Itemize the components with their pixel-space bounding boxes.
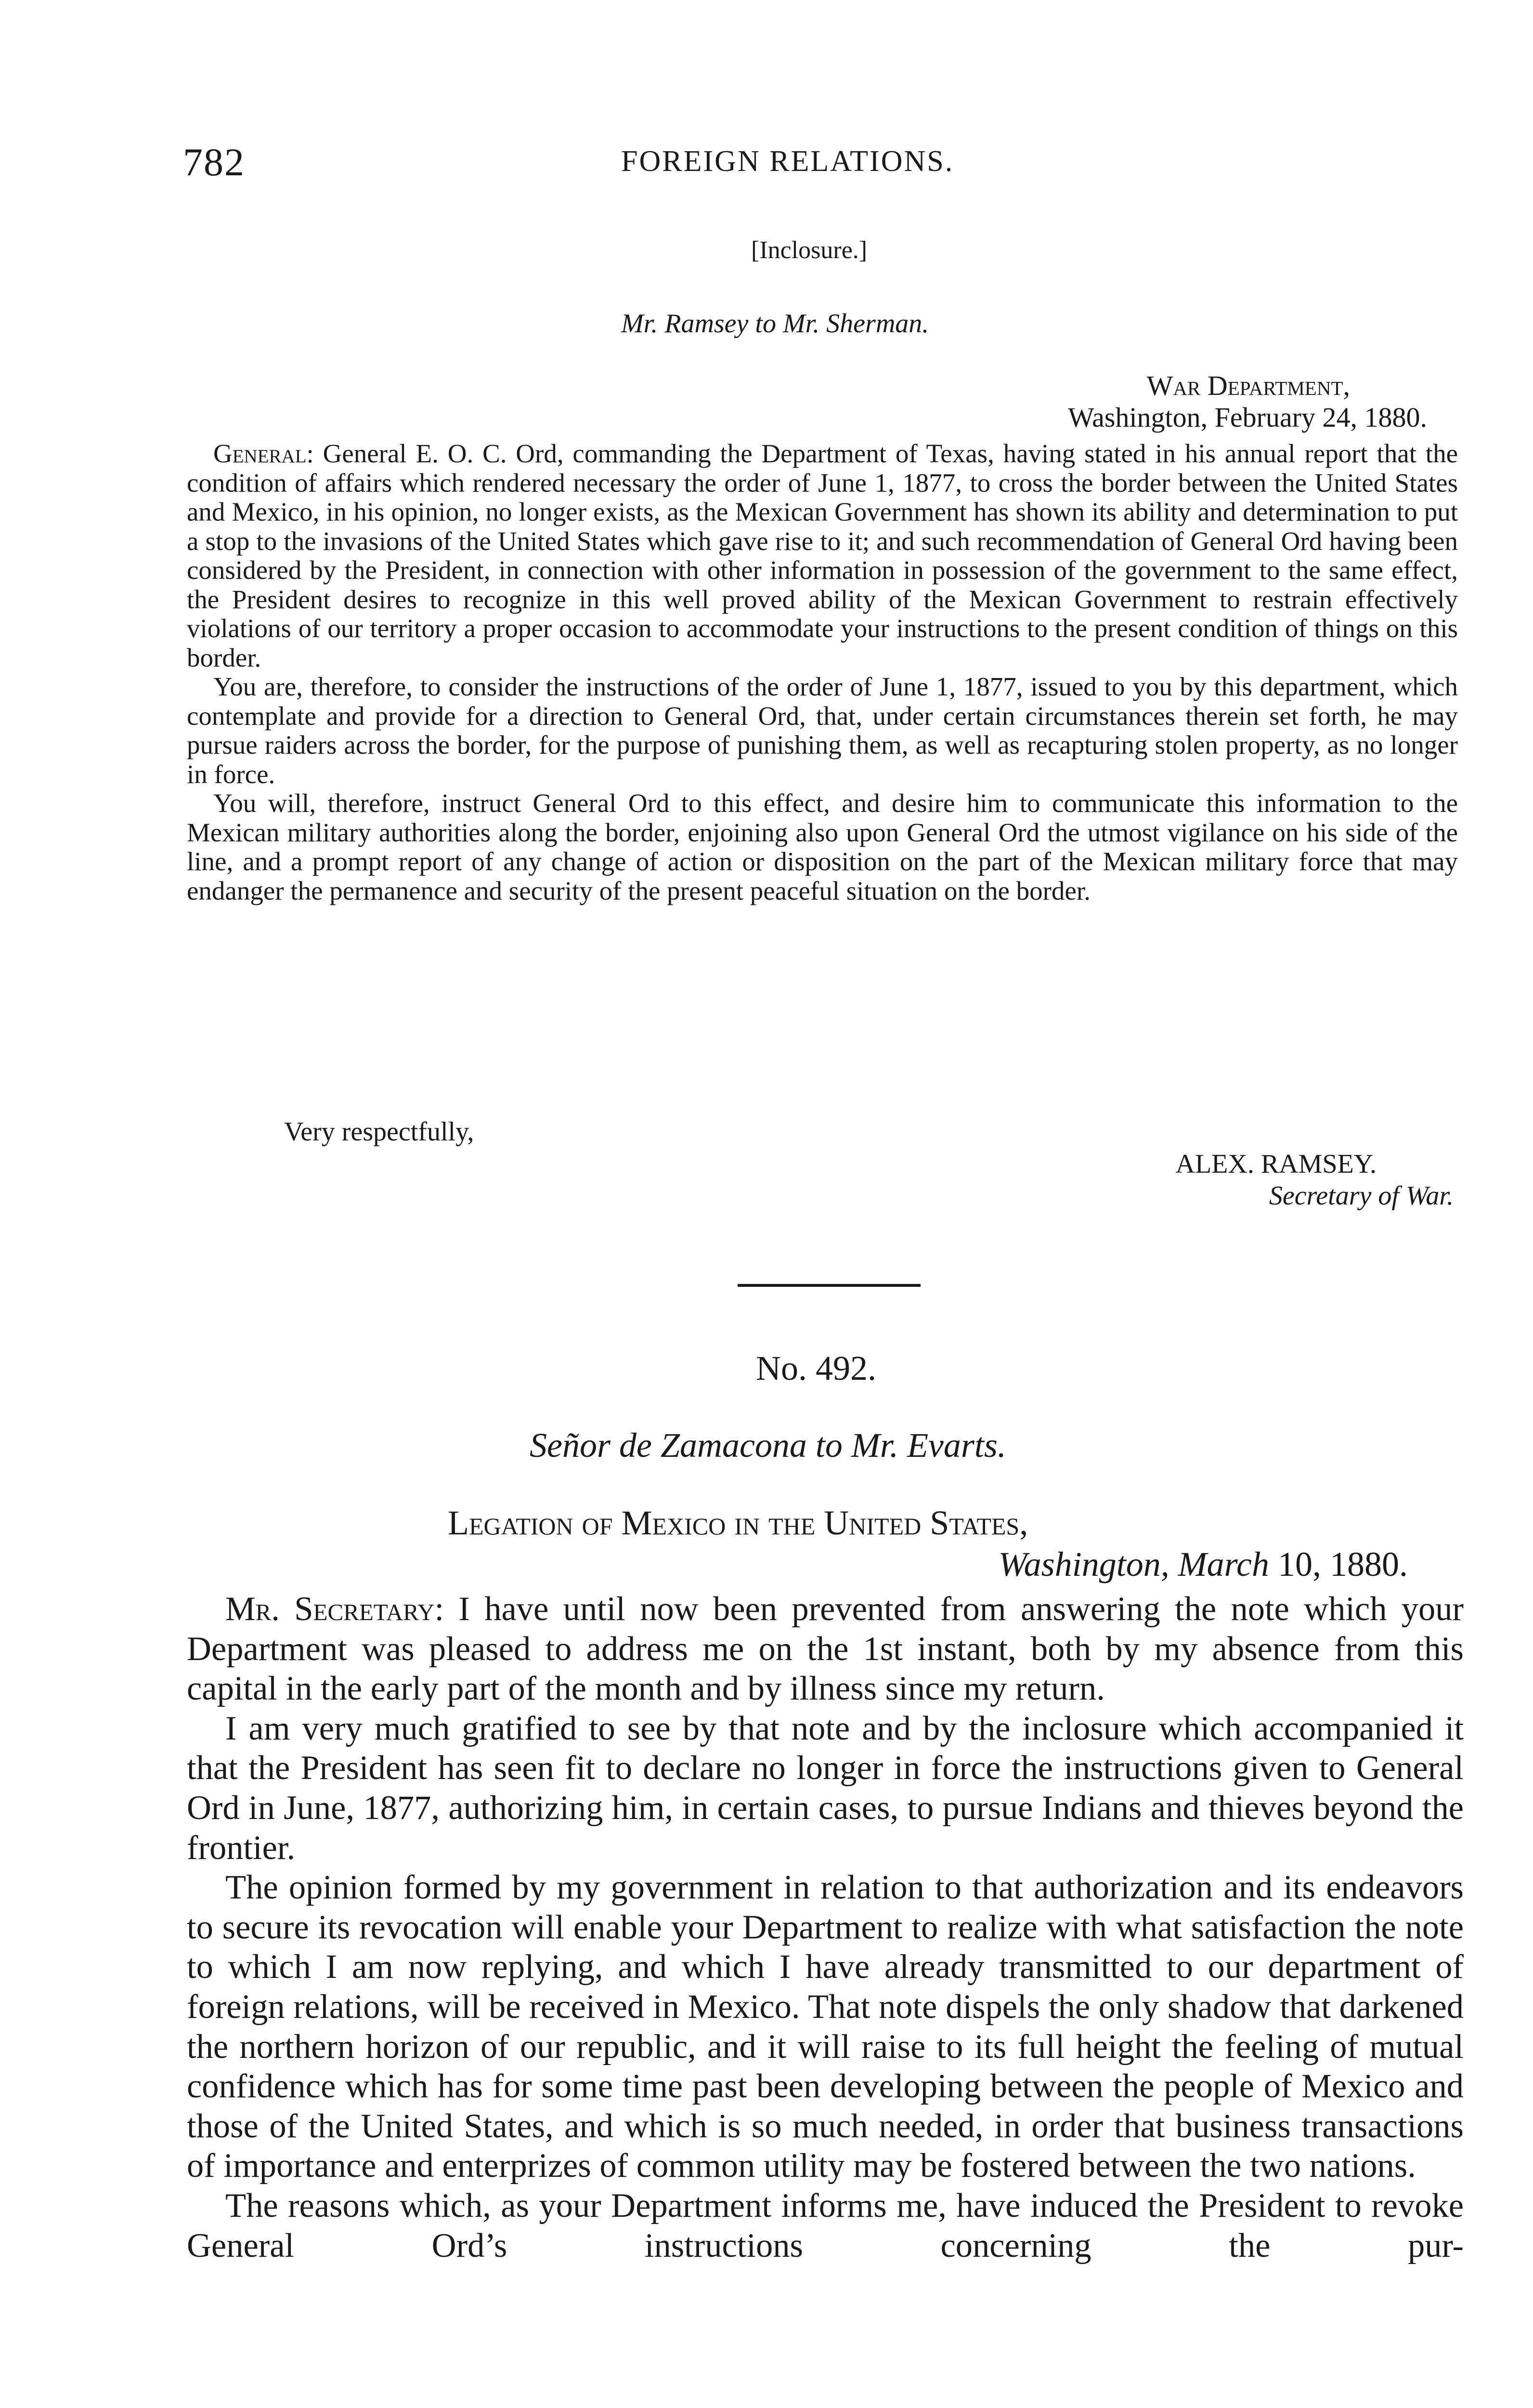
document-dateline-day-year: 10, 1880. — [1278, 1545, 1408, 1584]
inclosure-signer: ALEX. RAMSEY. — [1175, 1149, 1377, 1179]
document-salutation: Mr. Secretary: — [225, 1590, 444, 1628]
inclosure-body — [187, 439, 1458, 905]
inclosure-paragraph: You will, therefore, instruct General Ord to this effect, and desire him to communicate this information to the Mexican military authorities along the border, enjoining also upon General Ord the utmost vigilance on his side of the line, and a prompt report of any change of action or disposition on the part of the Mexican military force that may endanger the permanence and security of the present peaceful situation on the border. — [187, 788, 1458, 905]
document-dateline-date — [998, 1544, 1408, 1584]
document-paragraph: The reasons which, as your Department informs me, have induced the President to revoke General Ord’s instructions concerning the pur- — [187, 2186, 1464, 2264]
inclosure-paragraph-text: General E. O. C. Ord, commanding the Department of Texas, having stated in his annual report that the condition of affairs which rendered necessary the order of June 1, 1877, to cross the border between the United States and Mexico, in his opinion, no longer exists, as the Mexican Government has shown its ability and determination to put a stop to the invasions of the United States which gave rise to it; and such recommendation of General Ord having been considered by the President, in connection with other information in possession of the government to the same effect, the President desires to recognize in this well proved ability of the Mexican Government to restrain effectively violations of our territory a proper occasion to accommodate your instructions to the present condition of things on this border. — [187, 439, 1458, 672]
inclosure-label: [Inclosure.] — [751, 236, 868, 264]
inclosure-letter-heading: Mr. Ramsey to Mr. Sherman. — [621, 309, 929, 339]
document-number: No. 492. — [756, 1349, 876, 1387]
section-divider — [738, 1284, 921, 1287]
inclosure-signer-title: Secretary of War. — [1269, 1181, 1454, 1211]
document-dateline-city-month: Washington, March — [998, 1545, 1269, 1584]
inclosure-closing: Very respectfully, — [284, 1117, 474, 1147]
inclosure-signature-block — [1175, 1148, 1454, 1212]
page-number: 782 — [183, 140, 245, 184]
document-body — [187, 1589, 1464, 2265]
inclosure-paragraph — [187, 439, 1458, 672]
document-paragraph: I am very much gratified to see by that note and by the inclosure which accompanied it that the President has seen fit to declare no longer in force the instructions given to General Ord in June, 1877, authorizing him, in certain cases, to pursue Indians and thieves beyond the frontier. — [187, 1709, 1464, 1867]
inclosure-dateline-place: War Department, — [1146, 370, 1350, 401]
document-paragraph: The opinion formed by my government in relation to that authorization and its endeavors to secure its revocation will enable your Department to realize with what satisfaction the note to which I am now replying, and which I have already transmitted to our department of foreign relations, will be received in Mexico. That note dispels the only shadow that darkened the northern horizon of our republic, and it will raise to its full height the feeling of mutual confidence which has for some time past been developing between the people of Mexico and those of the United States, and which is so much needed, in order that business transactions of importance and enterprizes of common utility may be fostered between the two nations. — [187, 1869, 1464, 2185]
inclosure-dateline-date: Washington, February 24, 1880. — [1067, 402, 1427, 433]
running-head: FOREIGN RELATIONS. — [621, 145, 954, 178]
inclosure-paragraph: You are, therefore, to consider the instructions of the order of June 1, 1877, issued to you by this department, which contemplate and provide for a direction to General Ord, that, under certain circumstances therein set forth, he may pursue raiders across the border, for the purpose of punishing them, as well as recapturing stolen property, as no longer in force. — [187, 672, 1458, 789]
document-paragraph — [187, 1589, 1464, 1709]
document-letter-heading: Señor de Zamacona to Mr. Evarts. — [530, 1426, 1006, 1465]
document-paragraph-text: I have until now been prevented from answering the note which your Department was pleased to address me on the 1st instant, both by my absence from this capital in the early part of the month and by illness since my return. — [187, 1590, 1464, 1708]
document-dateline-place: Legation of Mexico in the United States, — [448, 1504, 1028, 1542]
inclosure-salutation: General: — [213, 439, 314, 468]
